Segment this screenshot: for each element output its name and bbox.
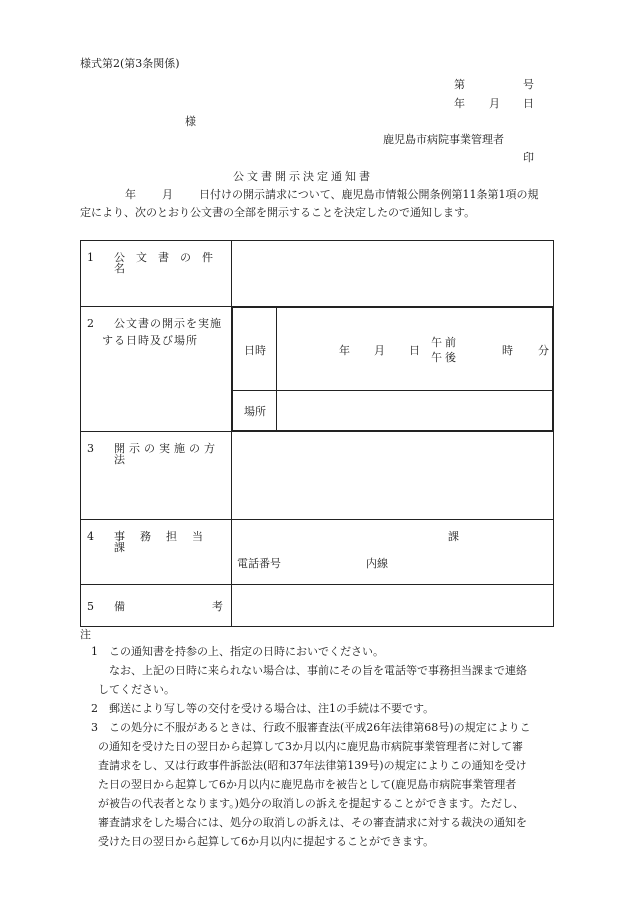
datetime-value-cell [277,308,553,391]
date-tsuki: 月 [489,97,500,110]
pm-label: 午後 [431,351,459,364]
note-3-line-b: の通知を受けた日の翌日から起算して3か月以内に鹿児島市病院事業管理者に対して審 [98,740,523,753]
note-3-line-e: が被告の代表者となります。)処分の取消しの訴えを提起することができます。ただし、 [98,797,525,810]
row2-label-line-1: 公文書の開示を実施 [114,317,222,330]
intro-line-2: 定により、次のとおり公文書の全部を開示することを決定したので通知します。 [80,206,476,219]
datetime-ji: 時 [502,344,513,357]
note-3-line-d: た日の翌日から起算して6か月以内に鹿児島市を被告として(鹿児島市病院事業管理者 [98,778,517,791]
note-3-line-a: この処分に不服があるときは、行政不服審査法(平成26年法律第68号)の規定によりこ [109,721,531,734]
issuer-name: 鹿児島市病院事業管理者 [383,133,504,146]
note-2-text: 郵送により写し等の交付を受ける場合は、注1の手続は不要です。 [109,702,435,715]
datetime-hi: 日 [409,344,420,357]
row-remarks [81,585,554,627]
row-responsible-section [81,520,554,585]
number-go: 号 [523,78,534,91]
notes-heading: 注 [80,628,91,641]
row3-number: 3 [87,442,94,455]
row5-label-b: 考 [212,600,223,613]
date-nen: 年 [454,97,465,110]
datetime-nen: 年 [339,344,350,357]
row3-value-cell [232,432,554,520]
disclosure-form-table [80,240,554,627]
intro-line-1: 日付けの開示請求について、鹿児島市情報公開条例第11条第1項の規 [199,188,539,201]
intro-nen: 年 [125,188,136,201]
seal-mark: 印 [523,151,534,164]
phone-label: 電話番号 [237,557,281,570]
note-1-number: 1 [91,645,98,658]
note-3-line-f: 審査請求をした場合には、処分の取消しの訴えは、その審査請求に対する裁決の通知を [98,816,527,829]
datetime-label-cell [233,308,277,391]
row1-label-cell [81,241,232,307]
note-2-number: 2 [91,702,98,715]
datetime-tsuki: 月 [374,344,385,357]
row4-label-cell [81,520,232,585]
intro-tsuki: 月 [162,188,173,201]
place-label: 場所 [244,405,266,418]
recipient-sama: 様 [185,115,196,128]
row3-label: 開示の実施の方法 [114,442,219,466]
datetime-label: 日時 [244,344,266,357]
row1-value-cell [232,241,554,307]
row-datetime-place [81,307,554,432]
section-ka: 課 [448,530,459,543]
note-3-line-c: 査請求をし、又は行政事件訴訟法(昭和37年法律第139号)の規定によりこの通知を受け [98,759,527,772]
row3-label-cell [81,432,232,520]
row1-label: 公文書の件名 [114,251,224,275]
row2-number: 2 [87,317,94,330]
date-hi: 日 [523,97,534,110]
place-label-cell [233,391,277,431]
note-1-line-b: なお、上記の日時に来られない場合は、事前にその旨を電話等で事務担当課まで連絡 [109,664,527,677]
row5-value-cell [232,585,554,627]
row-document-subject [81,241,554,307]
row4-label: 事務担当課 [114,530,218,554]
form-id: 様式第2(第3条関係) [80,57,180,70]
note-3-number: 3 [91,721,98,734]
note-1-line-a: この通知書を持参の上、指定の日時においでください。 [109,645,384,658]
row2-label-cell [81,307,232,432]
place-value-cell [277,391,553,431]
row2-label-line-2: する日時及び場所 [102,334,198,347]
datetime-fun: 分 [538,344,549,357]
row5-number: 5 [87,600,94,613]
row5-label-cell [81,585,232,627]
note-1-line-c: してください。 [98,683,175,696]
extension-label: 内線 [366,557,388,570]
row5-label-a: 備 [114,600,125,613]
row4-value-cell [232,520,554,585]
datetime-place-subtable [232,307,553,431]
am-label: 午前 [431,336,459,349]
note-3-line-g: 受けた日の翌日から起算して6か月以内に提起することができます。 [98,835,435,848]
document-title: 公文書開示決定通知書 [233,170,373,183]
row1-number: 1 [87,251,94,264]
row-disclosure-method [81,432,554,520]
number-dai: 第 [454,78,465,91]
row2-value-cell [232,307,554,432]
row4-number: 4 [87,530,94,543]
